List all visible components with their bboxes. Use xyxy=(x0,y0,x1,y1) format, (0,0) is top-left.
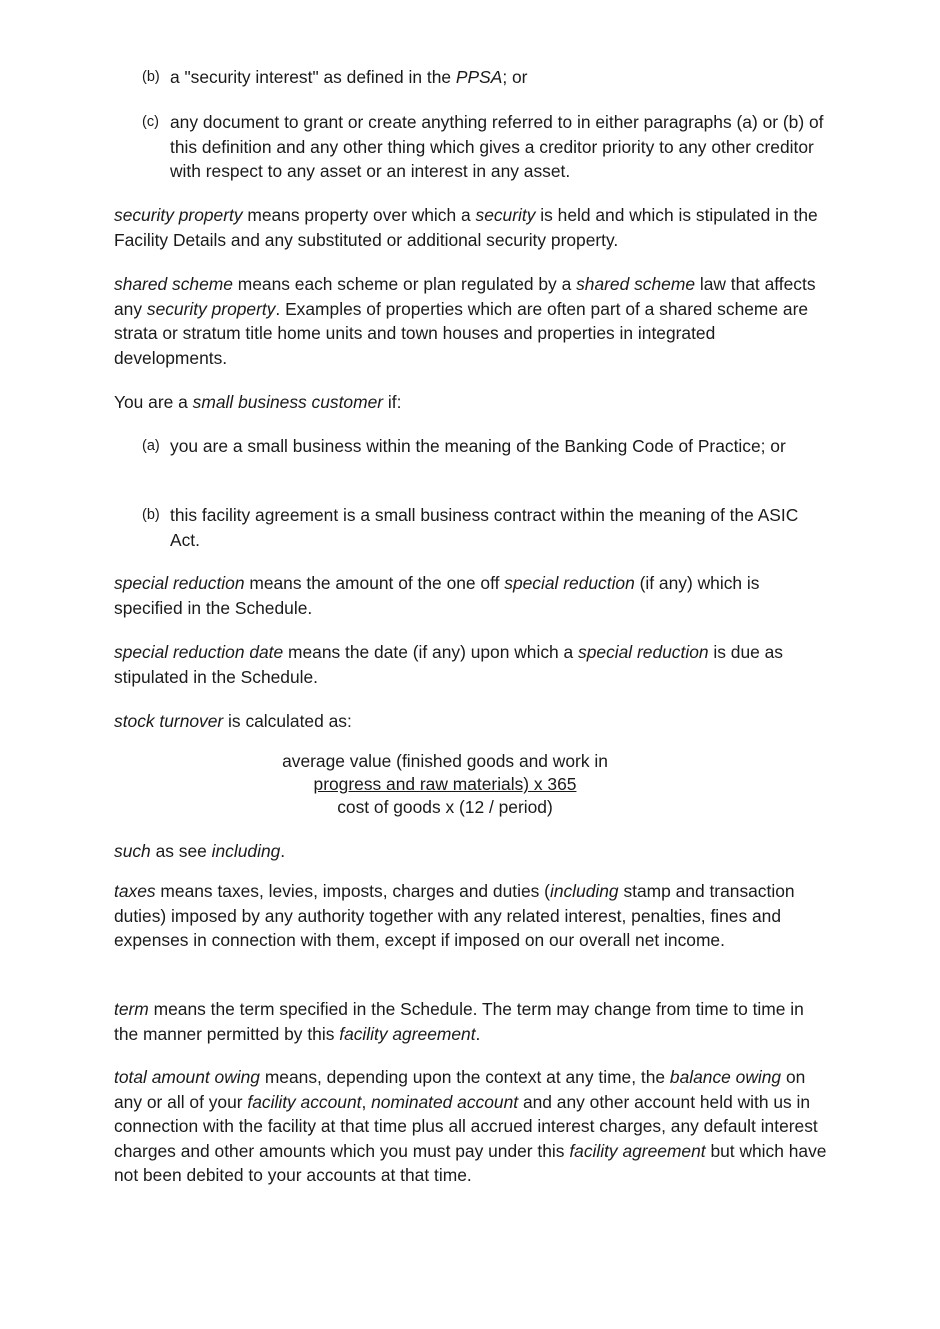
stock-turnover-formula xyxy=(240,750,650,819)
definition-security-property: security property means property over which a security is held and which is stipulated in the Facility Details and any substituted or additional security property. xyxy=(114,205,818,250)
list-text: a "security interest" as defined in the PPSA; or xyxy=(170,67,528,87)
formula-denominator: cost of goods x (12 / period) xyxy=(337,797,553,817)
list-label: (b) xyxy=(142,507,160,523)
list-label: (c) xyxy=(142,114,159,130)
list-item-b-security-interest xyxy=(142,65,832,90)
formula-numerator-line1: average value (finished goods and work in xyxy=(282,751,608,771)
defined-term: total amount owing xyxy=(114,1067,260,1087)
list-item-a-small-business xyxy=(142,434,832,459)
list-label: (a) xyxy=(142,438,160,454)
definition-term: term means the term specified in the Schedule. The term may change from time to time in the manner permitted by this facility agreement. xyxy=(114,999,804,1044)
defined-term: special reduction xyxy=(114,573,245,593)
definition-such: such as see including. xyxy=(114,841,286,861)
defined-term: taxes xyxy=(114,881,156,901)
definition-shared-scheme: shared scheme means each scheme or plan regulated by a shared scheme law that affects any security property. Examples of properties which are often part of a shared scheme are strata or stratum title home units and town houses and properties in integrated developments. xyxy=(114,274,816,368)
defined-term: small business customer xyxy=(192,392,384,412)
list-text: any document to grant or create anything referred to in either paragraphs (a) or (b) of this definition and any other thing which gives a creditor priority to any other creditor with respect to any asset or an interest in any asset. xyxy=(170,112,824,181)
definition-small-business-customer: You are a small business customer if: xyxy=(114,392,402,412)
list-label: (b) xyxy=(142,69,160,85)
definition-total-amount-owing: total amount owing means, depending upon the context at any time, the balance owing on any or all of your facility account, nominated account and any other account held with us in connection with the facility at that time plus all accrued interest charges, any default interest charges and other amounts which you must pay under this facility agreement but which have not been debited to your accounts at that time. xyxy=(114,1067,827,1185)
defined-term: PPSA xyxy=(455,67,503,87)
defined-term: shared scheme xyxy=(114,274,233,294)
definition-stock-turnover: stock turnover is calculated as: xyxy=(114,711,352,731)
list-text: you are a small business within the meaning of the Banking Code of Practice; or xyxy=(170,436,786,456)
defined-term: stock turnover xyxy=(114,711,224,731)
definition-taxes: taxes means taxes, levies, imposts, charges and duties (including stamp and transaction duties) imposed by any authority together with any related interest, penalties, fines and expenses in connection with them, except if imposed on our overall net income. xyxy=(114,881,795,950)
list-item-c-any-document xyxy=(142,110,832,184)
list-text: this facility agreement is a small business contract within the meaning of the ASIC Act. xyxy=(170,505,799,550)
list-item-b-facility-agreement xyxy=(142,503,832,552)
defined-term: term xyxy=(114,999,149,1019)
defined-term: special reduction date xyxy=(114,642,284,662)
defined-term: security property xyxy=(114,205,243,225)
defined-term: such xyxy=(114,841,151,861)
formula-numerator-line2: progress and raw materials) x 365 xyxy=(313,774,577,794)
definition-special-reduction: special reduction means the amount of the one off special reduction (if any) which is specified in the Schedule. xyxy=(114,573,760,618)
definition-special-reduction-date: special reduction date means the date (if any) upon which a special reduction is due as stipulated in the Schedule. xyxy=(114,642,783,687)
